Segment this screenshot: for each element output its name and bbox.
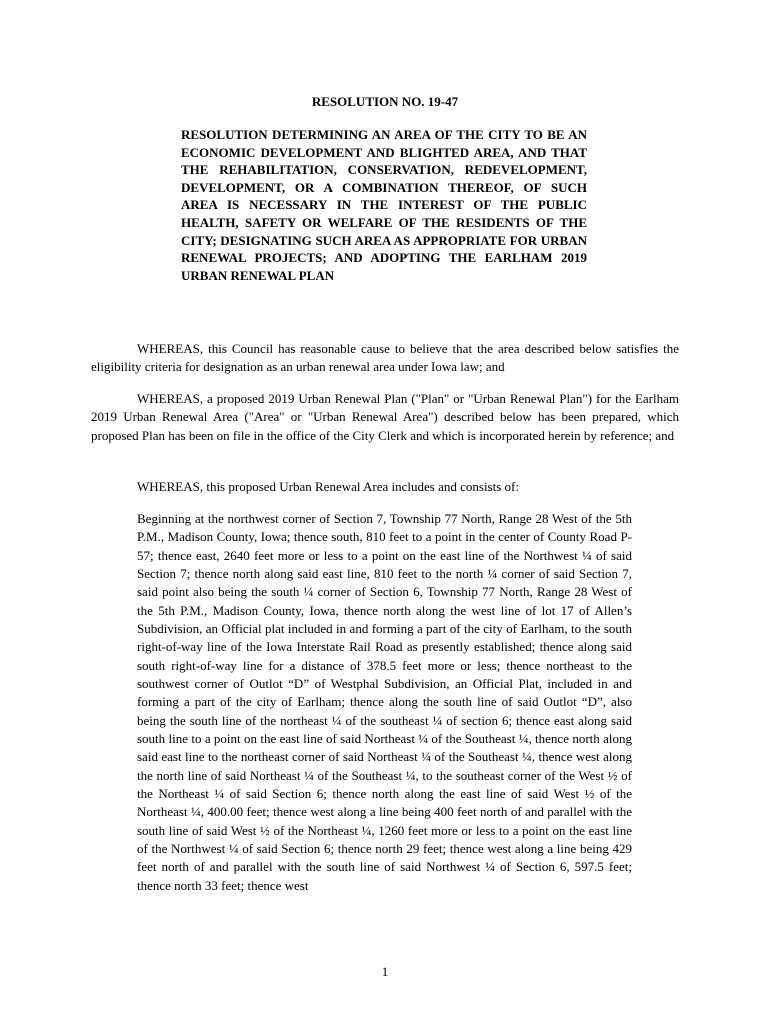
resolution-title: RESOLUTION DETERMINING AN AREA OF THE CITY TO BE AN ECONOMIC DEVELOPMENT AND BLIGHTED AREA, AND THAT THE REHABILITATION, CONSERVATION, REDEVELOPMENT, DEVELOPMENT, OR A COMBINATION THEREOF, OF SUCH AREA IS NECESSARY IN THE INTEREST OF THE PUBLIC HEALTH, SAFETY OR WELFARE OF THE RESIDENTS OF THE CITY; DESIGNATING SUCH AREA AS APPROPRIATE FOR URBAN RENEWAL PROJECTS; AND ADOPTING THE EARLHAM 2019 URBAN RENEWAL PLAN (181, 127, 587, 283)
whereas-paragraph-3: WHEREAS, this proposed Urban Renewal Area includes and consists of: (137, 479, 519, 494)
page-number: 1 (381, 964, 389, 979)
whereas-paragraph-1: WHEREAS, this Council has reasonable cause to believe that the area described below satisfies the eligibility criteria for designation as an urban renewal area under Iowa law; and (91, 341, 679, 375)
whereas-paragraph-2: WHEREAS, a proposed 2019 Urban Renewal Plan ("Plan" or "Urban Renewal Plan") for the Earlham 2019 Urban Renewal Area ("Area" or "Urban Renewal Area") described below has been prepared, which proposed Plan has been on file in the office of the City Clerk and which is incorporated herein by reference; and (91, 391, 679, 443)
resolution-number: RESOLUTION NO. 19-47 (311, 94, 459, 109)
legal-description: Beginning at the northwest corner of Section 7, Township 77 North, Range 28 West of the 5th P.M., Madison County, Iowa; thence south, 810 feet to a point in the center of County Road P-57; thence east, 2640 feet more or less to a point on the east line of the Northwest ¼ of said Section 7; thence north along said east line, 810 feet to the north ¼ corner of said Section 7, said point also being the south ¼ corner of Section 6, Township 77 North, Range 28 West of the 5th P.M., Madison County, Iowa, thence north along the west line of lot 17 of Allen’s Subdivision, an Official plat included in and forming a part of the city of Earlham, to the south right-of-way line of the Iowa Interstate Rail Road as presently established; thence along said south right-of-way line for a distance of 378.5 feet more or less; thence northeast to the southwest corner of Outlot “D” of Westphal Subdivision, an Official Plat, included in and forming a part of the city of Earlham; thence along the south line of said Outlot “D”, also being the south line of the northeast ¼ of the southeast ¼ of section 6; thence east along said south line to a point on the east line of said Northeast ¼ of the Southeast ¼, thence north along said east line to the northeast corner of said Northeast ¼ of the Southeast ¼, thence west along the north line of said Northeast ¼ of the Southeast ¼, to the southeast corner of the West ½ of the Northeast ¼ of said Section 6; thence north along the east line of said West ½ of the Northeast ¼, 400.00 feet; thence west along a line being 400 feet north of and parallel with the south line of said West ½ of the Northeast ¼, 1260 feet more or less to a point on the east line of the Northwest ¼ of said Section 6; thence north 29 feet; thence west along a line being 429 feet north of and parallel with the south line of said Northwest ¼ of Section 6, 597.5 feet; thence north 33 feet; thence west (137, 511, 632, 893)
